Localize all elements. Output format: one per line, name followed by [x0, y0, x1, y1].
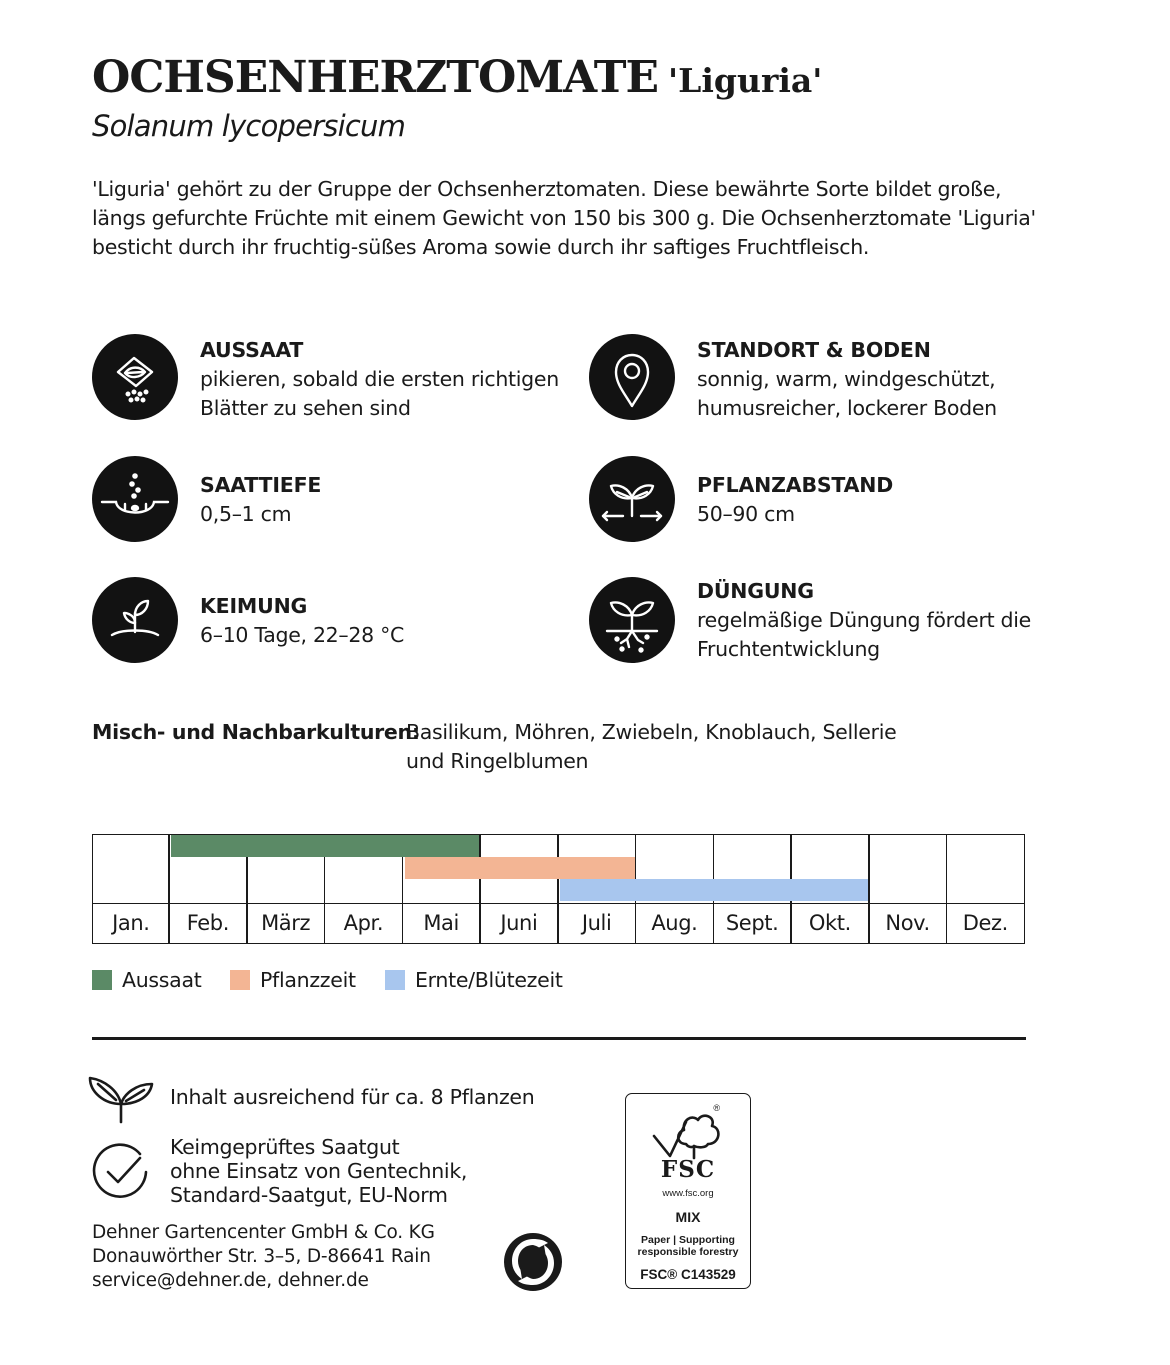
- fsc-paper-line-2: responsible forestry: [637, 1246, 739, 1258]
- month-label: Juni: [480, 903, 557, 943]
- aussaat-heading: AUSSAAT: [200, 338, 304, 362]
- green-dot-icon: [502, 1231, 564, 1293]
- legend-ernte-swatch: [385, 970, 405, 990]
- quality-line-3: Standard-Saatgut, EU-Norm: [170, 1183, 448, 1207]
- fsc-code: FSC® C143529: [640, 1267, 736, 1282]
- fsc-wordmark: FSC: [660, 1156, 716, 1183]
- company-address: [92, 1221, 435, 1293]
- address-line-3: service@dehner.de, dehner.de: [92, 1270, 369, 1291]
- month-cell: [92, 834, 170, 944]
- fsc-paper-line-1: Paper | Supporting: [641, 1234, 735, 1246]
- fsc-url: www.fsc.org: [662, 1188, 714, 1199]
- month-cell: [868, 834, 947, 944]
- pflanzabstand-text: 50–90 cm: [697, 502, 795, 526]
- address-line-2: Donauwörther Str. 3–5, D-86641 Rain: [92, 1246, 431, 1267]
- standort-heading: STANDORT & BODEN: [697, 338, 931, 362]
- pflanzzeit-bar: [405, 857, 635, 879]
- divider: [92, 1037, 1026, 1040]
- duengung-heading: DÜNGUNG: [697, 579, 814, 603]
- month-label: Aug.: [636, 903, 713, 943]
- cultivation-calendar: [92, 834, 1025, 944]
- month-label: Dez.: [947, 903, 1024, 943]
- latin-name: Solanum lycopersicum: [92, 109, 406, 143]
- month-label: Nov.: [869, 903, 946, 943]
- legend-pflanzzeit-swatch: [230, 970, 250, 990]
- month-label: Mai: [403, 903, 480, 943]
- ernte-bar: [560, 879, 868, 901]
- cultivar-name: 'Liguria': [668, 61, 823, 100]
- month-label: Juli: [558, 903, 635, 943]
- pflanzabstand-heading: PFLANZABSTAND: [697, 473, 894, 497]
- keimung-heading: KEIMUNG: [200, 594, 308, 618]
- legend-pflanzzeit-label: Pflanzzeit: [260, 968, 356, 992]
- plant-count-icon: [86, 1068, 158, 1126]
- sowing-depth-icon: [92, 456, 178, 542]
- sprout-icon: [92, 577, 178, 663]
- month-cell: [479, 834, 558, 944]
- month-label: Feb.: [169, 903, 246, 943]
- quality-line-2: ohne Einsatz von Gentechnik,: [170, 1159, 468, 1183]
- saattiefe-heading: SAATTIEFE: [200, 473, 322, 497]
- address-line-1: Dehner Gartencenter GmbH & Co. KG: [92, 1222, 435, 1243]
- legend-aussaat-swatch: [92, 970, 112, 990]
- location-pin-icon: [589, 334, 675, 420]
- month-label: Sept.: [714, 903, 791, 943]
- legend-aussaat-label: Aussaat: [122, 968, 202, 992]
- fertilizer-icon: [589, 577, 675, 663]
- companion-value: Basilikum, Möhren, Zwiebeln, Knoblauch, Sellerie und Ringelblumen: [406, 720, 897, 773]
- legend-ernte-label: Ernte/Blütezeit: [415, 968, 563, 992]
- month-label: Okt.: [791, 903, 868, 943]
- fsc-paper: [626, 1234, 750, 1258]
- quality-line-1: Keimgeprüftes Saatgut: [170, 1135, 400, 1159]
- content-amount: Inhalt ausreichend für ca. 8 Pflanzen: [170, 1085, 535, 1109]
- description: 'Liguria' gehört zu der Gruppe der Ochsenherztomaten. Diese bewährte Sorte bildet große, längs gefurchte Früchte mit einem Gewicht von 150 bis 300 g. Die Ochsenherztomate 'Liguria' besticht durch ihr fruchtig-süßes Aroma sowie durch ihr saftiges Fruchtfleisch.: [92, 177, 1036, 259]
- aussaat-bar: [171, 835, 479, 857]
- checkmark-icon: [90, 1142, 150, 1202]
- companion-label: Misch- und Nachbarkulturen:: [92, 720, 420, 744]
- month-label: Apr.: [325, 903, 402, 943]
- fsc-registered: ®: [713, 1103, 720, 1113]
- month-label: März: [247, 903, 324, 943]
- standort-text: sonnig, warm, windgeschützt, humusreicher, lockerer Boden: [697, 367, 997, 420]
- month-label: Jan.: [93, 903, 169, 943]
- saattiefe-text: 0,5–1 cm: [200, 502, 292, 526]
- product-name: OCHSENHERZTOMATE: [92, 52, 659, 103]
- month-cell: [946, 834, 1025, 944]
- product-title: [92, 52, 822, 103]
- plant-spacing-icon: [589, 456, 675, 542]
- aussaat-text: pikieren, sobald die ersten richtigen Blätter zu sehen sind: [200, 367, 559, 420]
- quality-info: [170, 1135, 467, 1207]
- keimung-text: 6–10 Tage, 22–28 °C: [200, 623, 405, 647]
- fsc-label: [625, 1093, 751, 1289]
- fsc-mix: MIX: [675, 1209, 701, 1225]
- duengung-text: regelmäßige Düngung fördert die Fruchtentwicklung: [697, 608, 1031, 661]
- seed-packet-icon: [92, 334, 178, 420]
